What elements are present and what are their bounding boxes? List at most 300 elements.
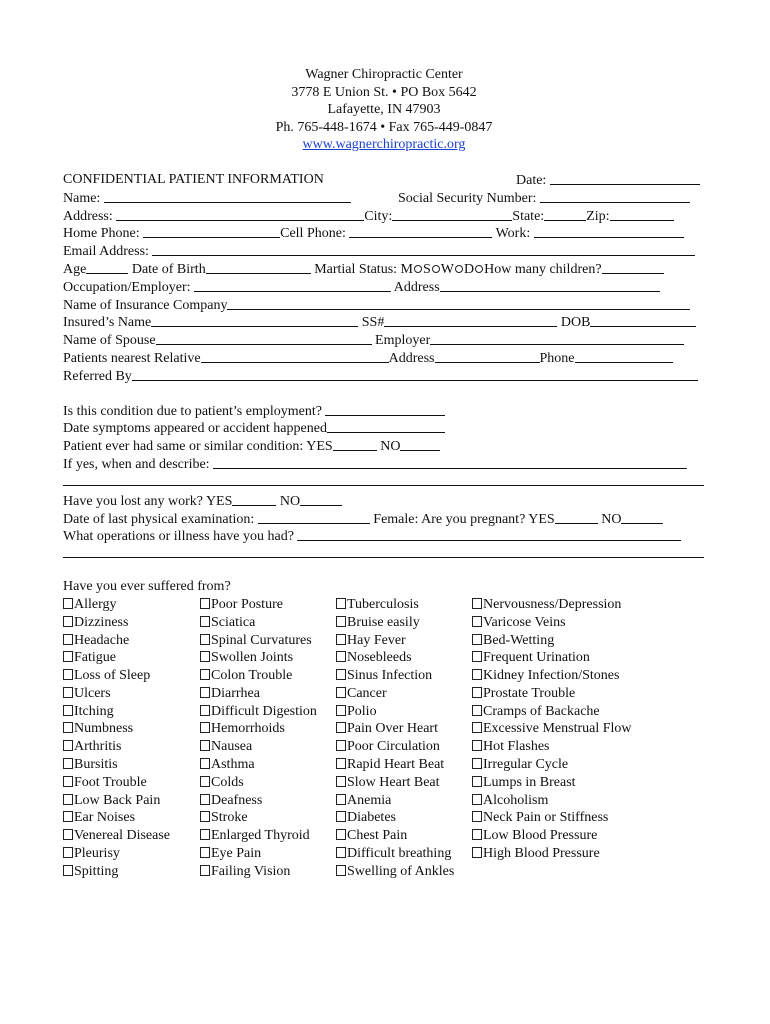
ailment-item[interactable]	[63, 703, 170, 721]
checkbox-icon[interactable]	[472, 687, 482, 698]
physical-question: Date of last physical examination:	[63, 511, 255, 527]
address-field[interactable]	[116, 207, 364, 221]
ailment-item[interactable]	[63, 596, 170, 614]
employment-field[interactable]	[325, 402, 445, 416]
clinic-city: Lafayette, IN 47903	[327, 102, 441, 118]
clinic-phone: Ph. 765-448-1674 • Fax 765-449-0847	[275, 119, 493, 135]
ailment-label: Colon Trouble	[211, 668, 293, 684]
ailment-item[interactable]	[336, 809, 454, 827]
same-condition-question: Patient ever had same or similar condition: YES	[63, 439, 333, 455]
ailment-label: Foot Trouble	[74, 774, 147, 790]
ailment-item[interactable]	[63, 632, 170, 650]
row-insurance	[63, 296, 705, 314]
ailment-label: Stroke	[211, 810, 248, 826]
ailment-item[interactable]	[472, 845, 632, 863]
section-title: CONFIDENTIAL PATIENT INFORMATION	[63, 171, 324, 187]
insured-dob-label: DOB	[560, 315, 591, 331]
ailment-item[interactable]	[200, 738, 317, 756]
lost-work-no-field[interactable]	[300, 492, 342, 506]
spouse-field[interactable]	[156, 331, 372, 345]
checkbox-icon[interactable]	[336, 669, 346, 680]
clinic-website-link[interactable]: www.wagnerchiropractic.org	[302, 137, 466, 153]
row-symptoms	[63, 419, 705, 437]
relative-label: Patients nearest Relative	[63, 350, 201, 366]
ailment-item[interactable]	[336, 649, 454, 667]
checkbox-icon[interactable]	[63, 616, 73, 627]
ailment-item[interactable]	[200, 774, 317, 792]
ailments-column-1	[63, 596, 170, 881]
ssn-field[interactable]	[540, 189, 690, 203]
checkbox-icon[interactable]	[336, 794, 346, 805]
employer-label: Employer	[375, 333, 431, 349]
checkbox-icon[interactable]	[336, 598, 346, 609]
ailment-item[interactable]	[63, 738, 170, 756]
referred-field[interactable]	[132, 367, 698, 381]
checkbox-icon[interactable]	[336, 634, 346, 645]
ailment-label: Nervousness/Depression	[483, 596, 622, 612]
ailment-item[interactable]	[200, 685, 317, 703]
city-field[interactable]	[392, 207, 512, 221]
age-field[interactable]	[86, 260, 128, 274]
pregnant-yes-field[interactable]	[555, 510, 598, 524]
row-spouse	[63, 331, 705, 349]
checkbox-icon[interactable]	[63, 829, 73, 840]
ailment-item[interactable]	[472, 809, 632, 827]
ailment-label: Cancer	[347, 685, 387, 701]
row-referred	[63, 367, 705, 385]
checkbox-icon[interactable]	[472, 847, 482, 858]
checkbox-icon[interactable]	[472, 794, 482, 805]
checkbox-icon[interactable]	[63, 705, 73, 716]
ailment-label: Irregular Cycle	[483, 757, 569, 773]
ailment-label: Swelling of Ankles	[347, 863, 455, 879]
checkbox-icon[interactable]	[63, 634, 73, 645]
relative-field[interactable]	[201, 349, 389, 363]
checkbox-icon[interactable]	[472, 598, 482, 609]
checkbox-icon[interactable]	[200, 758, 210, 769]
ailment-label: Frequent Urination	[483, 650, 590, 666]
checkbox-icon[interactable]	[336, 616, 346, 627]
clinic-address: 3778 E Union St. • PO Box 5642	[291, 84, 477, 100]
symptoms-field[interactable]	[327, 419, 445, 433]
checkbox-icon[interactable]	[63, 794, 73, 805]
relative-address-field[interactable]	[435, 349, 540, 363]
describe-field[interactable]	[213, 455, 687, 469]
ailment-label: Hemorrhoids	[211, 721, 285, 737]
row-name-ssn	[63, 189, 705, 207]
state-label: State:	[512, 208, 545, 224]
ailment-item[interactable]	[472, 738, 632, 756]
ailment-item[interactable]	[63, 827, 170, 845]
work-phone-label: Work:	[495, 226, 531, 242]
marital-s-radio[interactable]	[432, 265, 440, 273]
cell-phone-label: Cell Phone:	[280, 226, 346, 242]
ailment-item[interactable]	[200, 756, 317, 774]
pregnant-question: Female: Are you pregnant? YES	[373, 511, 555, 527]
ailment-item[interactable]	[63, 685, 170, 703]
ailment-item[interactable]	[472, 667, 632, 685]
checkbox-icon[interactable]	[336, 811, 346, 822]
checkbox-icon[interactable]	[63, 651, 73, 662]
ailment-label: Ulcers	[74, 685, 111, 701]
employer-field[interactable]	[430, 331, 684, 345]
ailment-label: Failing Vision	[211, 863, 291, 879]
row-insured	[63, 313, 705, 331]
checkbox-icon[interactable]	[200, 829, 210, 840]
marital-label: Martial Status:	[314, 261, 398, 277]
checkbox-icon[interactable]	[472, 758, 482, 769]
checkbox-icon[interactable]	[472, 829, 482, 840]
checkbox-icon[interactable]	[472, 669, 482, 680]
checkbox-icon[interactable]	[472, 705, 482, 716]
checkbox-icon[interactable]	[472, 651, 482, 662]
symptoms-question: Date symptoms appeared or accident happened	[63, 421, 327, 437]
same-condition-no-field[interactable]	[400, 437, 440, 451]
checkbox-icon[interactable]	[200, 687, 210, 698]
ailment-item[interactable]	[200, 827, 317, 845]
ailment-item[interactable]	[200, 809, 317, 827]
lost-work-yes-field[interactable]	[232, 492, 276, 506]
ailment-item[interactable]	[336, 756, 454, 774]
marital-w: W	[440, 261, 454, 277]
email-field[interactable]	[152, 242, 695, 256]
insurance-label: Name of Insurance Company	[63, 297, 228, 313]
email-label: Email Address:	[63, 244, 149, 260]
checkbox-icon[interactable]	[200, 722, 210, 733]
patient-intake-form	[63, 66, 705, 886]
checkbox-icon[interactable]	[63, 811, 73, 822]
checkbox-icon[interactable]	[63, 776, 73, 787]
relative-phone-label: Phone	[539, 350, 575, 366]
ailment-label: Headache	[74, 632, 130, 648]
ailment-item[interactable]	[63, 792, 170, 810]
children-field[interactable]	[602, 260, 664, 274]
ailment-label: Itching	[74, 703, 114, 719]
insurance-field[interactable]	[227, 296, 690, 310]
operations-continuation-line[interactable]	[63, 545, 704, 558]
spouse-label: Name of Spouse	[63, 333, 156, 349]
operations-field[interactable]	[297, 527, 681, 541]
checkbox-icon[interactable]	[336, 865, 346, 876]
checkbox-icon[interactable]	[200, 651, 210, 662]
row-age-marital	[63, 260, 705, 278]
row-occupation	[63, 278, 705, 296]
children-label: How many children?	[484, 261, 602, 277]
employment-question: Is this condition due to patient’s employment?	[63, 403, 322, 419]
describe-question: If yes, when and describe:	[63, 456, 210, 472]
zip-label: Zip:	[586, 208, 610, 224]
city-label: City:	[364, 208, 393, 224]
row-email	[63, 242, 705, 260]
ailment-item[interactable]	[200, 632, 317, 650]
ailment-label: Low Blood Pressure	[483, 828, 598, 844]
describe-continuation-line[interactable]	[63, 473, 704, 486]
ailment-label: Varicose Veins	[483, 614, 566, 630]
marital-d-radio[interactable]	[475, 265, 483, 273]
row-address	[63, 207, 705, 225]
physical-field[interactable]	[258, 510, 370, 524]
checkbox-icon[interactable]	[336, 687, 346, 698]
ailment-label: Bruise easily	[347, 614, 420, 630]
ailment-label: Venereal Disease	[74, 828, 171, 844]
ailment-item[interactable]	[472, 720, 632, 738]
ailment-label: Anemia	[347, 792, 392, 808]
ailments-column-2	[200, 596, 317, 881]
ailment-item[interactable]	[200, 596, 317, 614]
ailment-label: Sciatica	[211, 614, 256, 630]
ailment-label: Prostate Trouble	[483, 685, 576, 701]
ailment-item[interactable]	[200, 720, 317, 738]
ailment-item[interactable]	[63, 614, 170, 632]
date-field[interactable]	[550, 171, 700, 185]
checkbox-icon[interactable]	[472, 634, 482, 645]
ailment-item[interactable]	[472, 774, 632, 792]
zip-field[interactable]	[610, 207, 674, 221]
state-field[interactable]	[544, 207, 586, 221]
ailment-item[interactable]	[472, 649, 632, 667]
ailment-item[interactable]	[336, 720, 454, 738]
ailment-label: Kidney Infection/Stones	[483, 668, 620, 684]
marital-m-radio[interactable]	[414, 265, 422, 273]
row-relative	[63, 349, 705, 367]
checkbox-icon[interactable]	[63, 598, 73, 609]
ailment-item[interactable]	[63, 845, 170, 863]
checkbox-icon[interactable]	[336, 722, 346, 733]
ailment-label: Loss of Sleep	[74, 668, 151, 684]
marital-w-radio[interactable]	[455, 265, 463, 273]
checkbox-icon[interactable]	[200, 794, 210, 805]
ailment-label: Nausea	[211, 739, 253, 755]
relative-address-label: Address	[388, 350, 435, 366]
ailment-label: Numbness	[74, 721, 134, 737]
ailment-label: Poor Posture	[211, 596, 283, 612]
occupation-address-label: Address	[393, 279, 440, 295]
ailment-item[interactable]	[336, 774, 454, 792]
ailment-label: Deafness	[211, 792, 263, 808]
checkbox-icon[interactable]	[200, 616, 210, 627]
relative-phone-field[interactable]	[575, 349, 673, 363]
checkbox-icon[interactable]	[336, 829, 346, 840]
same-condition-yes-field[interactable]	[333, 437, 377, 451]
row-phones	[63, 224, 705, 242]
ailment-item[interactable]	[336, 845, 454, 863]
occupation-field[interactable]	[194, 278, 391, 292]
checkbox-icon[interactable]	[200, 634, 210, 645]
ailment-item[interactable]	[336, 667, 454, 685]
ailment-label: Polio	[347, 703, 377, 719]
ailment-item[interactable]	[472, 703, 632, 721]
ailment-item[interactable]	[63, 863, 170, 881]
ailment-label: Slow Heart Beat	[347, 774, 440, 790]
clinic-name: Wagner Chiropractic Center	[305, 67, 463, 82]
ailment-item[interactable]	[200, 649, 317, 667]
ailment-label: Dizziness	[74, 614, 129, 630]
ailment-label: Diabetes	[347, 810, 396, 826]
occupation-address-field[interactable]	[440, 278, 660, 292]
ailment-item[interactable]	[63, 720, 170, 738]
checkbox-icon[interactable]	[63, 740, 73, 751]
checkbox-icon[interactable]	[63, 758, 73, 769]
ailment-item[interactable]	[472, 632, 632, 650]
checkbox-icon[interactable]	[336, 847, 346, 858]
ailment-item[interactable]	[336, 827, 454, 845]
checkbox-icon[interactable]	[200, 847, 210, 858]
row-describe	[63, 455, 705, 473]
ailment-label: Diarrhea	[211, 685, 260, 701]
ailment-label: Ear Noises	[74, 810, 136, 826]
ailment-label: Asthma	[211, 757, 255, 773]
ailments-title: Have you ever suffered from?	[63, 579, 231, 595]
dob-label: Date of Birth	[131, 261, 206, 277]
ailment-label: Nosebleeds	[347, 650, 412, 666]
ailment-item[interactable]	[472, 827, 632, 845]
work-phone-field[interactable]	[534, 224, 684, 238]
checkbox-icon[interactable]	[200, 740, 210, 751]
checkbox-icon[interactable]	[200, 598, 210, 609]
checkbox-icon[interactable]	[336, 651, 346, 662]
checkbox-icon[interactable]	[336, 758, 346, 769]
ailment-item[interactable]	[336, 792, 454, 810]
ailment-label: Alcoholism	[483, 792, 549, 808]
ssn-label: Social Security Number:	[398, 190, 537, 206]
name-label: Name:	[63, 190, 101, 206]
ailment-label: Fatigue	[74, 650, 116, 666]
checkbox-icon[interactable]	[472, 811, 482, 822]
ailment-item[interactable]	[200, 845, 317, 863]
checkbox-icon[interactable]	[336, 705, 346, 716]
ailment-item[interactable]	[200, 863, 317, 881]
ailment-label: Excessive Menstrual Flow	[483, 721, 632, 737]
ailment-item[interactable]	[336, 632, 454, 650]
checkbox-icon[interactable]	[63, 722, 73, 733]
address-label: Address:	[63, 208, 113, 224]
checkbox-icon[interactable]	[472, 722, 482, 733]
ailment-label: Enlarged Thyroid	[211, 828, 310, 844]
insured-name-field[interactable]	[151, 313, 358, 327]
checkbox-icon[interactable]	[200, 865, 210, 876]
ailment-label: Lumps in Breast	[483, 774, 576, 790]
same-condition-no-label: NO	[380, 439, 401, 455]
cell-phone-field[interactable]	[349, 224, 492, 238]
ailment-label: Colds	[211, 774, 244, 790]
ailments-grid	[63, 596, 705, 886]
insured-dob-field[interactable]	[590, 313, 696, 327]
age-label: Age	[63, 261, 87, 277]
checkbox-icon[interactable]	[200, 776, 210, 787]
ailment-item[interactable]	[63, 809, 170, 827]
ss-field[interactable]	[384, 313, 557, 327]
ailment-label: Hot Flashes	[483, 739, 550, 755]
ailment-label: Bursitis	[74, 757, 118, 773]
ailments-column-4	[472, 596, 632, 863]
ailment-item[interactable]	[200, 792, 317, 810]
ailment-item[interactable]	[63, 667, 170, 685]
checkbox-icon[interactable]	[336, 740, 346, 751]
marital-d: D	[464, 261, 475, 277]
ailment-item[interactable]	[63, 774, 170, 792]
ailment-label: Spitting	[74, 863, 119, 879]
ailment-label: Bed-Wetting	[483, 632, 555, 648]
ailment-item[interactable]	[336, 703, 454, 721]
pregnant-no-field[interactable]	[621, 510, 663, 524]
ailment-label: Arthritis	[74, 739, 122, 755]
ailment-item[interactable]	[63, 756, 170, 774]
ailment-label: Neck Pain or Stiffness	[483, 810, 609, 826]
ailment-label: Poor Circulation	[347, 739, 440, 755]
ailment-label: Rapid Heart Beat	[347, 757, 445, 773]
lost-work-no-label: NO	[279, 493, 301, 509]
ailment-item[interactable]	[336, 863, 454, 881]
ailment-item[interactable]	[200, 614, 317, 632]
ailment-label: Tuberculosis	[347, 596, 419, 612]
row-lost-work	[63, 492, 705, 510]
name-field[interactable]	[104, 189, 351, 203]
referred-label: Referred By	[63, 368, 132, 384]
ailment-item[interactable]	[200, 703, 317, 721]
ailment-label: Cramps of Backache	[483, 703, 600, 719]
ailment-item[interactable]	[472, 596, 632, 614]
checkbox-icon[interactable]	[63, 687, 73, 698]
ailment-label: Difficult breathing	[347, 846, 452, 862]
checkbox-icon[interactable]	[472, 740, 482, 751]
ailment-item[interactable]	[472, 685, 632, 703]
row-employment	[63, 402, 705, 420]
ailment-label: Spinal Curvatures	[211, 632, 312, 648]
ailment-label: Low Back Pain	[74, 792, 161, 808]
marital-s: S	[422, 261, 431, 277]
marital-m: M	[400, 261, 413, 277]
ailment-label: Pain Over Heart	[347, 721, 438, 737]
clinic-header	[63, 66, 705, 154]
checkbox-icon[interactable]	[472, 616, 482, 627]
ailment-item[interactable]	[472, 614, 632, 632]
operations-question: What operations or illness have you had?	[63, 529, 294, 545]
checkbox-icon[interactable]	[200, 705, 210, 716]
row-physical-pregnant	[63, 510, 705, 528]
home-phone-label: Home Phone:	[63, 226, 140, 242]
ailment-item[interactable]	[336, 738, 454, 756]
ailment-item[interactable]	[472, 756, 632, 774]
ailment-item[interactable]	[472, 792, 632, 810]
ailment-item[interactable]	[336, 685, 454, 703]
ailment-label: Sinus Infection	[347, 668, 433, 684]
date-label: Date:	[516, 172, 547, 188]
row-same-condition	[63, 437, 705, 455]
ailment-label: Swollen Joints	[211, 650, 294, 666]
ailment-item[interactable]	[336, 614, 454, 632]
insured-name-label: Insured’s Name	[63, 315, 152, 331]
ailment-item[interactable]	[63, 649, 170, 667]
checkbox-icon[interactable]	[200, 669, 210, 680]
checkbox-icon[interactable]	[63, 847, 73, 858]
occupation-label: Occupation/Employer:	[63, 279, 191, 295]
checkbox-icon[interactable]	[472, 776, 482, 787]
ailment-item[interactable]	[200, 667, 317, 685]
row-operations	[63, 527, 705, 545]
ailment-label: Pleurisy	[74, 846, 120, 862]
ailment-item[interactable]	[336, 596, 454, 614]
checkbox-icon[interactable]	[336, 776, 346, 787]
checkbox-icon[interactable]	[200, 811, 210, 822]
ailment-label: Allergy	[74, 596, 117, 612]
checkbox-icon[interactable]	[63, 669, 73, 680]
home-phone-field[interactable]	[143, 224, 280, 238]
ailment-label: Difficult Digestion	[211, 703, 317, 719]
ss-label: SS#	[361, 315, 385, 331]
dob-field[interactable]	[206, 260, 311, 274]
ailments-column-3	[336, 596, 454, 881]
checkbox-icon[interactable]	[63, 865, 73, 876]
